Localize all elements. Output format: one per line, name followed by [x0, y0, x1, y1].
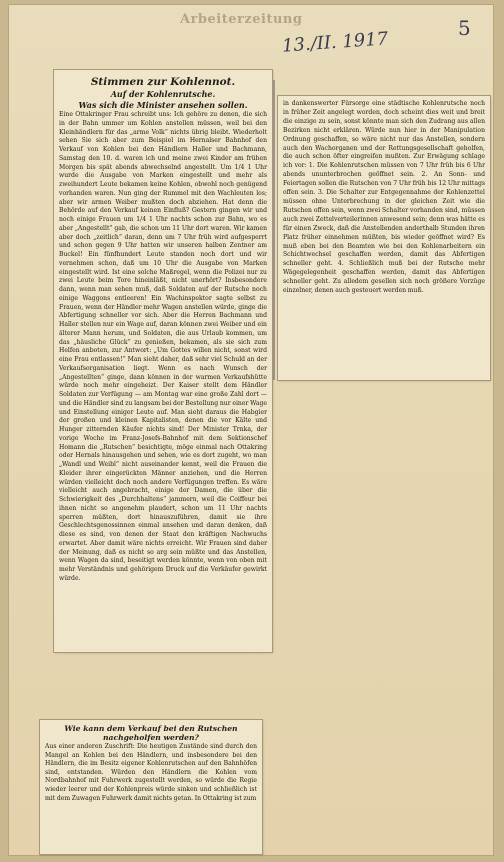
- clipping-continuation: [278, 96, 490, 380]
- article-kicker: Was sich die Minister ansehen sollen.: [78, 100, 248, 110]
- continuation-body: in dankenswerter Fürsorge eine städtische Kohlenrutsche noch in früher Zeit angelegt worden, doch scheint dies weit und breit die einzige zu sein, sonst könnte man sich den Zudrang aus allen Bezirken nicht erklären. Würde nun hier in der Manipulation Ordnung geschaffen, so wäre nicht nur das Anstellen, sondern auch den Wachorganen und der Rettungsgesellschaft geholfen, die auch schon öfter eingreifen mußten. Zur Erwägung schlage ich vor: 1. Die Kohlenrutschen müssen von 7 Uhr früh bis 6 Uhr abends ununterbrochen geöffnet sein. 2. An Sonn- und Feiertagen sollen die Rutschen von 7 Uhr früh bis 12 Uhr mittags offen sein. 3. Die Schalter zur Entgegennahme der Kohlenzettel müssen ohne Unterbrechung in der gleichen Zeit wie die Rutschen offen sein, wenn zwei Schalter vorhanden sind, müssen auch zwei Zettelverteilerinnen anwesend sein; denn was hätte es für einen Zweck, daß die Anstellenden anderthalb Stunden ihren Platz früher einnehmen müßten, bis wieder geöffnet wird? Es muß eben bei den Beamten wie bei den Kohlenarbeitern ein Schichtwechsel geschaffen werden, damit das Abfertigen schneller geht. 4. Schließlich muß bei der Rutsche mehr Wägegelegenheit geschaffen werden, damit das Abfertigen schneller geht. Zu alledem gesellen sich noch größere Vorzüge einzelner, denen auch gesteuert werden muß.: [283, 100, 485, 295]
- newspaper-stamp: Arbeiterzeitung: [180, 12, 303, 27]
- pencil-margin-line: [272, 80, 275, 380]
- bottom-article-headline: Wie kann dem Verkauf bei den Rutschen nachgeholfen werden?: [64, 724, 238, 742]
- article-subheadline: Auf der Kohlenrutsche.: [110, 89, 216, 99]
- clipping-bottom-article: [40, 720, 262, 854]
- article-body: Eine Ottakringer Frau schreibt uns: Ich gehöre zu denen, die sich in der Bahn ummer um Kohlen anstellen müssen, weil bei den Kleinhändlern für das „arme Volk“ nichts übrig bleibt. Wiederholt sehen Sie sich aber zum Beispiel im Hernalser Bahnhof den Verkauf von Kohlen bei den Händlern Haller und Bachmann, Samstag den 10. d. waren ich und meine zwei Kinder am frühen Morgen bis spät abends abwechselnd angestellt. Um 1/4 1 Uhr wurde die Ausgabe von Marken eingestellt und mehr als zweihundert Leute bekamen keine Kohlen, obwohl noch genügend vorhanden waren. Nun ging der Rummel mit den Wachleuten los; aber wir armen Weiber mußten doch abziehen. Hat denn die Behörde auf den Verkauf keinen Einfluß? Gestern gingen wir und noch einige Frauen um 1/4 1 Uhr nachts schon zur Bahn, wo es aber „Angestellt“ gab, die schon um 11 Uhr dort waren. Wir kamen aber doch „zeitlich“ daran, denn um 7 Uhr früh wird aufgesperrt und schon gegen 9 Uhr hatten wir unseren halben Zentner am Buckel! Ein fünfhundert Leute standen noch dort und wir vernehmen schon, daß um 10 Uhr die Ausgabe von Marken eingestellt wird. Ist eine solche Maßregel, wenn die Polizei nur zu zwei Leute beim Tore hineinläßt, nicht unerhört? Insbesondere dann, wenn man sehen muß, daß Soldaten auf der Rutsche noch einige Waggons entleeren! Ein Wachinspektor sagte selbst zu Frauen, wenn der Händler mehr Wagen anstellen würde, ginge die Abfertigung schneller vor sich. Aber die Herren Bachmann und Haller stellen nur ein Wage auf, daran können zwei Weiber und ein älterer Mann herum, und Soldaten, die aus Urlaub kommen, um das „häusliche Glück“ zu genießen, bekamen, als sie sich zum Helfen anboten, zur Antwort: „Um Gottes willen nicht, sonst wird eine Frau entlassen!“ Man sieht daher, daß sehr viel Schuld an der Verkaufsorganisation liegt. Wenn es nach Wunsch der „Angestellten“ ginge, dann können in der warmen Verkaufshütte würde noch mehr eingeheizt. Der Kaiser stellt dem Händler Soldaten zur Verfügung — am Montag war eine große Zahl dort — und die Händler sind zu langsam bei der Bestellung nur einer Wage und Einstellung einiger Leute auf. Man sieht daraus die Habgier der großen und kleinen Kapitalisten, denen die vor Kälte und Hunger zitternden Käufer nichts sind! Der Minister Trnka, der vorige Woche im Franz-Josefs-Bahnhof mit dem Sektionschef Homann die „Rutschen“ besichtigte, möge einmal nach Ottakring oder Hernals hinausgehen und sehen, wie es dort zugeht, wo man „Wandl und Weibl“ nicht auseinander kennt, weil die Frauen die Kleider ihrer eingerückten Männer anziehen, und die Herren würden vielleicht doch noch andere Verfügungen treffen. Es wäre vielleicht auch angebracht, einige der Damen, die über die Schwierigkeit des „Durchhaltens“ jammern, weil die Coiffeur bei ihnen nicht so angenehm plaudert, schon um 11 Uhr nachts sperren müßten, dort hinauszuführen, damit sie ihre Geschlechtsgenossinnen einmal ansehen und daran denken, daß diese es sind, von denen der Staat den kräftigen Nachwuchs erwartet. Aber damit wäre nichts erreicht. Wir Frauen sind daher der Meinung, daß es nicht so arg sein müßte und das Anstellen, wenn Wagen da sind, beseitigt werden könnte, wenn von oben mit mehr Verständnis und gehörigem Druck auf die Verkäufer gewirkt würde.: [59, 111, 267, 582]
- handwritten-date: 13./II. 1917: [281, 28, 389, 57]
- bottom-article-body: Aus einer anderen Zuschrift: Die heutigen Zustände sind durch den Mangel an Kohlen bei den Händlern, und insbesondere bei den Händlern, die im Besitz eigener Kohlenrutschen auf den Bahnhöfen sind, entstanden. Würden den Händlern die Kohlen vom Nordbahnhof mit Fuhrwerk zugestellt werden, so würde die Regie wieder leerer und der Kohlenpreis würde sinken und schließlich ist mit dem Zuwagen Fuhrwerk damit nichts getan. In Ottakring ist zum: [45, 743, 257, 802]
- clipping-main-article: [54, 70, 272, 652]
- handwritten-page-number: 5: [458, 16, 471, 40]
- article-headline: Stimmen zur Kohlennot.: [90, 76, 236, 88]
